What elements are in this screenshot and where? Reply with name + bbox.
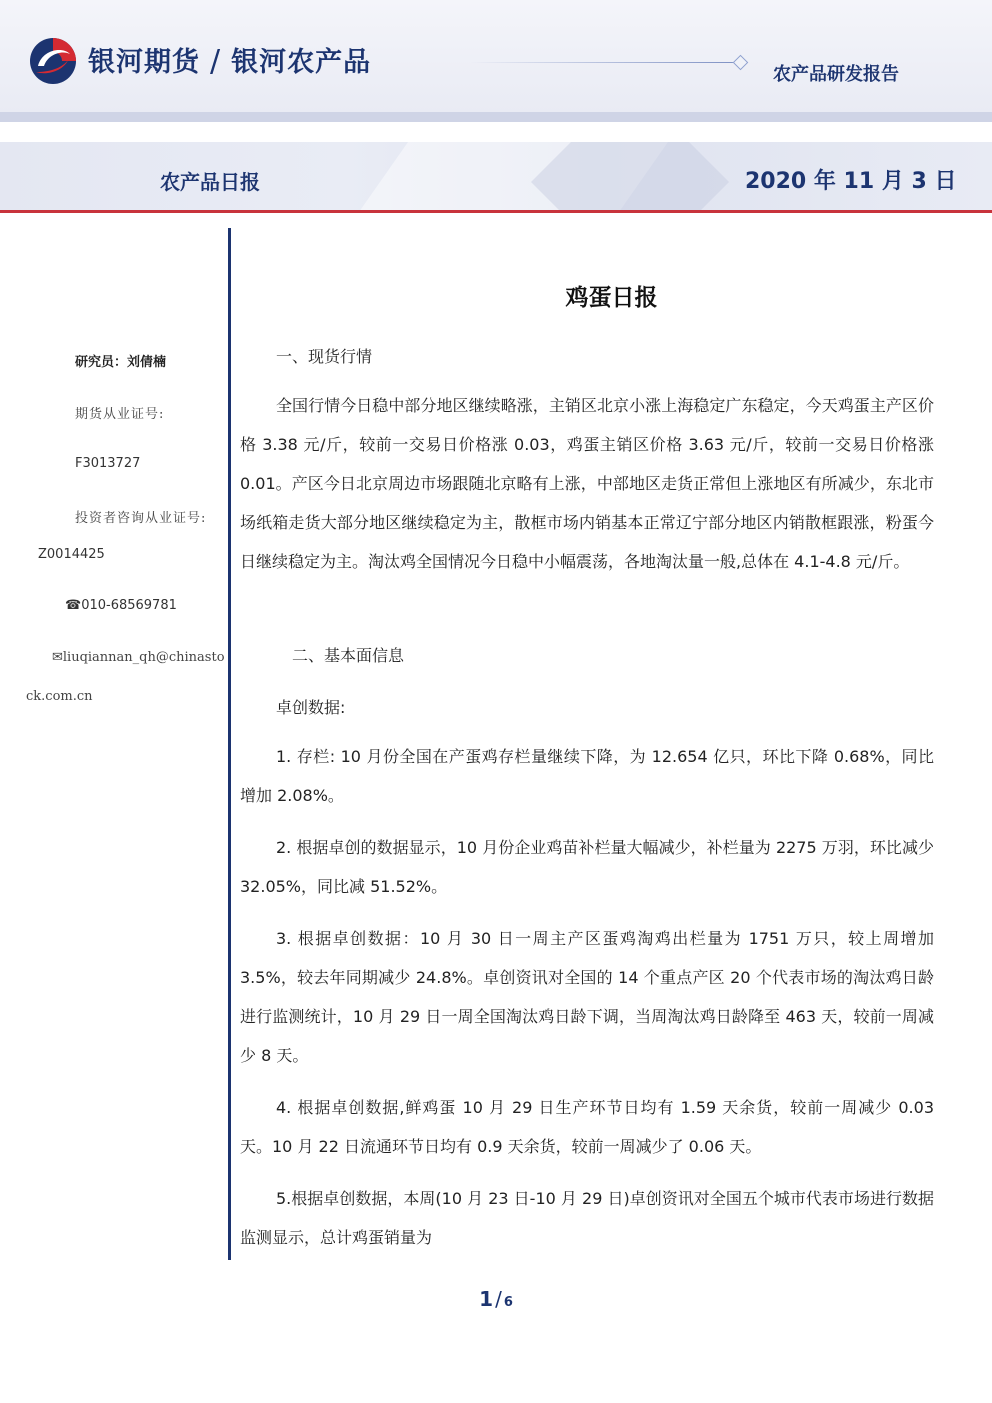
decorative-line: [470, 62, 735, 63]
header-divider: [0, 112, 992, 122]
brand-sub: 银河农产品: [231, 47, 372, 78]
list-item: 2. 根据卓创的数据显示，10 月份企业鸡苗补栏量大幅减少，补栏量为 2275 万羽，环比减少 32.05%，同比减 51.52%。: [240, 838, 934, 896]
report-title: 鸡蛋日报: [565, 285, 658, 311]
band-decoration: [531, 142, 729, 210]
page-separator: /: [495, 1287, 502, 1311]
band-red-underline: [0, 210, 992, 213]
page-number: [0, 1287, 992, 1311]
header-spacer: [0, 122, 992, 142]
spot-market-paragraph: 全国行情今日稳中部分地区继续略涨，主销区北京小涨上海稳定广东稳定，今天鸡蛋主产区价格 3.38 元/斤，较前一交易日价格涨 0.03，鸡蛋主销区价格 3.63 元/斤，较前一交易日价格涨 0.01。产区今日北京周边市场跟随北京略有上涨，中部地区走货正常但上涨地区有所减少，东北市场纸箱走货大部分地区继续稳定为主，散框市场内销基本正常辽宁部分地区内销散框跟涨，粉蛋今日继续稳定为主。淘汰鸡全国情况今日稳中小幅震荡，各地淘汰量一般,总体在 4.1-4.8 元/斤。: [240, 396, 934, 571]
futures-cert-number: F3013727: [75, 456, 141, 471]
email-address-cont[interactable]: ck.com.cn: [26, 689, 93, 704]
futures-cert-label: 期货从业证号:: [75, 407, 165, 422]
brand-slash: /: [210, 44, 222, 79]
phone-number: ☎010-68569781: [65, 598, 177, 613]
researcher-name: 研究员：刘倩楠: [75, 355, 167, 370]
brand-title: [88, 40, 371, 79]
column-divider: [228, 228, 231, 1260]
section2-heading: 二、基本面信息: [292, 646, 405, 665]
page-current: 1: [479, 1287, 494, 1311]
page-total: 6: [503, 1295, 513, 1310]
section1-heading: 一、现货行情: [276, 347, 373, 366]
report-date: 2020 年 11 月 3 日: [745, 169, 957, 194]
advisor-cert-number: Z0014425: [38, 547, 105, 562]
report-type-label: 农产品研发报告: [773, 64, 899, 85]
list-item: 1. 存栏: 10 月份全国在产蛋鸡存栏量继续下降，为 12.654 亿只，环比下降 0.68%，同比增加 2.08%。: [240, 747, 934, 805]
data-source-label: 卓创数据:: [276, 698, 346, 717]
list-item: 5.根据卓创数据，本周(10 月 23 日-10 月 29 日)卓创资讯对全国五个城市代表市场进行数据监测显示，总计鸡蛋销量为: [240, 1189, 934, 1247]
band-title: 农产品日报: [160, 170, 260, 194]
email-address[interactable]: ✉liuqiannan_qh@chinasto: [52, 650, 225, 665]
galaxy-logo-icon: [28, 36, 78, 86]
brand-main: 银河期货: [88, 47, 200, 78]
advisor-cert-label: 投资者咨询从业证号:: [75, 511, 207, 526]
list-item: 4. 根据卓创数据,鲜鸡蛋 10 月 29 日生产环节日均有 1.59 天余货，较前一周减少 0.03 天。10 月 22 日流通环节日均有 0.9 天余货，较前一周减少了 0.06 天。: [240, 1098, 934, 1156]
list-item: 3. 根据卓创数据：10 月 30 日一周主产区蛋鸡淘鸡出栏量为 1751 万只，较上周增加 3.5%，较去年同期减少 24.8%。卓创资讯对全国的 14 个重点产区 20 个代表市场的淘汰鸡日龄进行监测统计，10 月 29 日一周全国淘汰鸡日龄下调，当周淘汰鸡日龄降至 463 天，较前一周减少 8 天。: [240, 929, 934, 1065]
